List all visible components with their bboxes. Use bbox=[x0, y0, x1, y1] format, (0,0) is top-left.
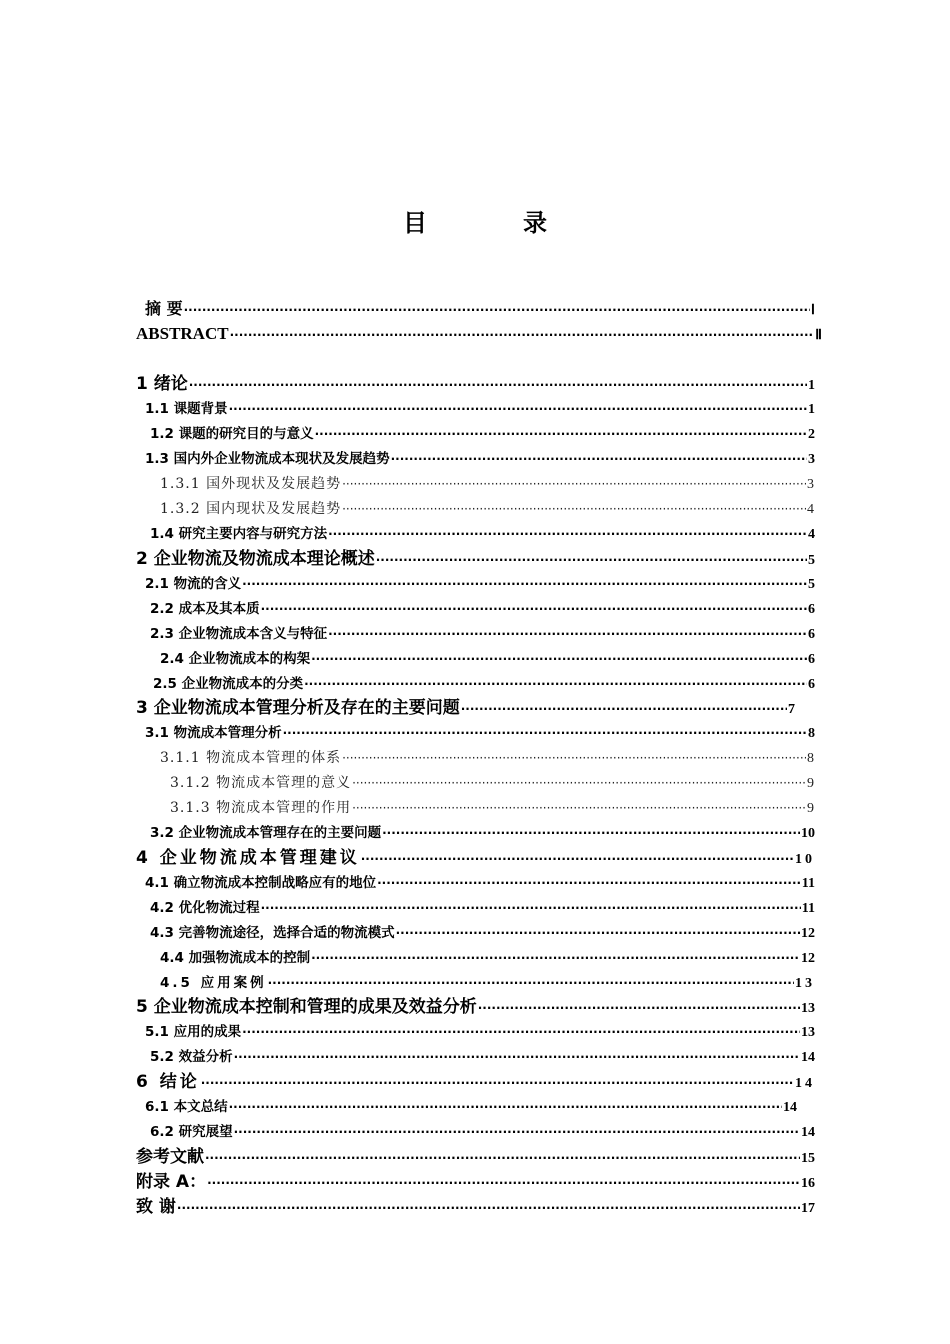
toc-entry-acknowledgements[interactable] bbox=[136, 1196, 815, 1220]
toc-leader bbox=[242, 1021, 800, 1043]
toc-page: 5 bbox=[808, 553, 815, 568]
toc-page: Ⅰ bbox=[810, 303, 815, 318]
toc-leader bbox=[352, 797, 806, 819]
toc-label: 5.1 应用的成果 bbox=[145, 1024, 242, 1040]
toc-page: 10 bbox=[795, 852, 815, 867]
toc-leader bbox=[352, 772, 806, 794]
toc-label: 参考文献 bbox=[136, 1147, 204, 1167]
toc-entry-4-1[interactable] bbox=[145, 872, 815, 895]
toc-page: 3 bbox=[807, 477, 815, 492]
toc-leader bbox=[478, 997, 800, 1019]
toc-leader bbox=[242, 573, 807, 595]
toc-leader bbox=[342, 473, 806, 495]
toc-label: 1.3.1 国外现状及发展趋势 bbox=[160, 476, 342, 492]
toc-leader bbox=[377, 872, 801, 894]
toc-entry-4[interactable] bbox=[136, 847, 815, 871]
toc-leader bbox=[382, 822, 800, 844]
toc-leader bbox=[328, 523, 807, 545]
toc-label: 4.3 完善物流途径，选择合适的物流模式 bbox=[150, 925, 395, 941]
toc-page: 16 bbox=[801, 1176, 815, 1191]
toc-label: 1.1 课题背景 bbox=[145, 401, 228, 417]
toc-leader bbox=[229, 398, 807, 420]
toc-entry-3-1-3[interactable] bbox=[170, 797, 815, 820]
toc-label: 2.4 企业物流成本的构架 bbox=[160, 651, 311, 667]
toc-page: Ⅱ bbox=[815, 328, 822, 343]
toc-entry-2-2[interactable] bbox=[150, 598, 815, 621]
toc-entry-4-5[interactable] bbox=[160, 972, 815, 995]
toc-leader bbox=[230, 324, 815, 346]
toc-label: 3 企业物流成本管理分析及存在的主要问题 bbox=[136, 698, 460, 718]
toc-leader bbox=[328, 623, 807, 645]
toc-page: 5 bbox=[808, 577, 815, 592]
toc-label: 6.1 本文总结 bbox=[145, 1099, 228, 1115]
toc-page: 13 bbox=[795, 976, 815, 991]
toc-label: 5 企业物流成本控制和管理的成果及效益分析 bbox=[136, 997, 477, 1017]
toc-entry-3-1-2[interactable] bbox=[170, 772, 815, 795]
toc-page: 6 bbox=[808, 602, 815, 617]
toc-leader bbox=[361, 848, 794, 870]
toc-page: 9 bbox=[807, 801, 815, 816]
toc-leader bbox=[315, 423, 807, 445]
toc-label: 4.2 优化物流过程 bbox=[150, 900, 260, 916]
toc-label: 2.1 物流的含义 bbox=[145, 576, 242, 592]
toc-entry-3-1[interactable] bbox=[145, 722, 815, 745]
toc-entry-4-4[interactable] bbox=[160, 947, 815, 970]
toc-leader bbox=[205, 1147, 800, 1169]
toc-leader bbox=[376, 549, 807, 571]
toc-page: 6 bbox=[808, 652, 815, 667]
toc-page: 12 bbox=[801, 951, 815, 966]
toc-entry-1-4[interactable] bbox=[150, 523, 815, 546]
toc-label: 4.5 应用案例 bbox=[160, 975, 267, 991]
toc-entry-5-1[interactable] bbox=[145, 1021, 815, 1044]
toc-entry-1-1[interactable] bbox=[145, 398, 815, 421]
toc-label: 3.1.1 物流成本管理的体系 bbox=[160, 750, 342, 766]
toc-label: 1.3 国内外企业物流成本现状及发展趋势 bbox=[145, 451, 390, 467]
toc-page: 10 bbox=[801, 826, 815, 841]
toc-label: 6 结论 bbox=[136, 1072, 200, 1092]
toc-label: 4 企业物流成本管理建议 bbox=[136, 848, 360, 868]
toc-page: 6 bbox=[808, 627, 815, 642]
toc-entry-2-3[interactable] bbox=[150, 623, 815, 646]
toc-entry-3-2[interactable] bbox=[150, 822, 815, 845]
toc-entry-2-1[interactable] bbox=[145, 573, 815, 596]
toc-page: 13 bbox=[801, 1025, 815, 1040]
toc-label: 1 绪论 bbox=[136, 374, 188, 394]
toc-entry-1-3-1[interactable] bbox=[160, 473, 815, 496]
toc-leader bbox=[391, 448, 807, 470]
toc-label: 附录 A： bbox=[136, 1172, 207, 1192]
toc-label: 5.2 效益分析 bbox=[150, 1049, 233, 1065]
toc-label: 1.2 课题的研究目的与意义 bbox=[150, 426, 314, 442]
toc-leader bbox=[311, 648, 807, 670]
toc-label: ABSTRACT bbox=[136, 324, 229, 343]
toc-leader bbox=[177, 1197, 800, 1219]
toc-leader bbox=[201, 1072, 794, 1094]
toc-page: 11 bbox=[801, 901, 815, 916]
toc-label: 3.1.2 物流成本管理的意义 bbox=[170, 775, 352, 791]
toc-label: 3.1.3 物流成本管理的作用 bbox=[170, 800, 352, 816]
toc-entry-1-2[interactable] bbox=[150, 423, 815, 446]
toc-label: 2.3 企业物流成本含义与特征 bbox=[150, 626, 328, 642]
toc-page: 14 bbox=[783, 1100, 797, 1115]
toc-leader bbox=[184, 299, 810, 321]
toc-leader bbox=[189, 374, 807, 396]
toc-entry-6-1[interactable] bbox=[145, 1096, 797, 1119]
toc-leader bbox=[461, 698, 787, 720]
toc-leader bbox=[396, 922, 800, 944]
toc-label: 2 企业物流及物流成本理论概述 bbox=[136, 549, 375, 569]
toc-entry-2-4[interactable] bbox=[160, 648, 815, 671]
toc-entry-4-3[interactable] bbox=[150, 922, 815, 945]
toc-label: 致 谢 bbox=[136, 1197, 176, 1217]
toc-page: 12 bbox=[801, 926, 815, 941]
toc-page: 6 bbox=[808, 677, 815, 692]
page-title: 目 录 bbox=[403, 209, 583, 237]
toc-entry-1-3-2[interactable] bbox=[160, 498, 815, 521]
toc-page: 1 bbox=[808, 402, 815, 417]
toc-page: 2 bbox=[808, 427, 815, 442]
toc-page: 8 bbox=[807, 751, 815, 766]
toc-label: 3.2 企业物流成本管理存在的主要问题 bbox=[150, 825, 382, 841]
toc-entry-references[interactable] bbox=[136, 1146, 815, 1170]
toc-entry-1-3[interactable] bbox=[145, 448, 815, 471]
toc-leader bbox=[268, 972, 794, 994]
toc-label: 2.2 成本及其本质 bbox=[150, 601, 260, 617]
toc-leader bbox=[261, 897, 801, 919]
toc-page: 7 bbox=[788, 702, 795, 717]
toc-page: 11 bbox=[801, 876, 815, 891]
toc-label: 1.4 研究主要内容与研究方法 bbox=[150, 526, 328, 542]
toc-leader bbox=[342, 747, 806, 769]
toc-entry-appendix-a[interactable] bbox=[136, 1171, 815, 1195]
toc-leader bbox=[342, 498, 806, 520]
toc-page: 14 bbox=[795, 1076, 815, 1091]
toc-entry-4-2[interactable] bbox=[150, 897, 815, 920]
toc-label: 2.5 企业物流成本的分类 bbox=[153, 676, 304, 692]
toc-page: 4 bbox=[807, 502, 815, 517]
toc-entry-abstract-en[interactable] bbox=[136, 323, 822, 347]
toc-page: 13 bbox=[801, 1001, 815, 1016]
toc-entry-5-2[interactable] bbox=[150, 1046, 815, 1069]
toc-label: 3.1 物流成本管理分析 bbox=[145, 725, 282, 741]
toc-entry-3-1-1[interactable] bbox=[160, 747, 815, 770]
toc-entry-1[interactable] bbox=[136, 373, 815, 397]
toc-label: 4.1 确立物流成本控制战略应有的地位 bbox=[145, 875, 377, 891]
toc-page: 3 bbox=[808, 452, 815, 467]
toc-page: 9 bbox=[807, 776, 815, 791]
toc-entry-6[interactable] bbox=[136, 1071, 815, 1095]
toc-label: 1.3.2 国内现状及发展趋势 bbox=[160, 501, 342, 517]
toc-leader bbox=[234, 1121, 800, 1143]
toc-page: 8 bbox=[808, 726, 815, 741]
toc-page: 17 bbox=[801, 1201, 815, 1216]
toc-entry-abstract-cn[interactable] bbox=[145, 298, 815, 322]
toc-leader bbox=[261, 598, 807, 620]
toc-leader bbox=[304, 673, 807, 695]
toc-leader bbox=[207, 1172, 800, 1194]
toc-entry-2[interactable] bbox=[136, 548, 815, 572]
toc-leader bbox=[229, 1096, 782, 1118]
toc-page: 1 bbox=[808, 378, 815, 393]
toc-label: 6.2 研究展望 bbox=[150, 1124, 233, 1140]
toc-entry-5[interactable] bbox=[136, 996, 815, 1020]
toc-page: 14 bbox=[801, 1125, 815, 1140]
toc-page: 4 bbox=[808, 527, 815, 542]
toc-label: 4.4 加强物流成本的控制 bbox=[160, 950, 311, 966]
toc-page: 14 bbox=[801, 1050, 815, 1065]
toc-leader bbox=[234, 1046, 800, 1068]
toc-entry-6-2[interactable] bbox=[150, 1121, 815, 1144]
toc-page: 15 bbox=[801, 1151, 815, 1166]
toc-entry-3[interactable] bbox=[136, 697, 795, 721]
toc-leader bbox=[311, 947, 800, 969]
toc-leader bbox=[283, 722, 807, 744]
toc-entry-2-5[interactable] bbox=[153, 673, 815, 696]
toc-label: 摘 要 bbox=[145, 299, 183, 318]
